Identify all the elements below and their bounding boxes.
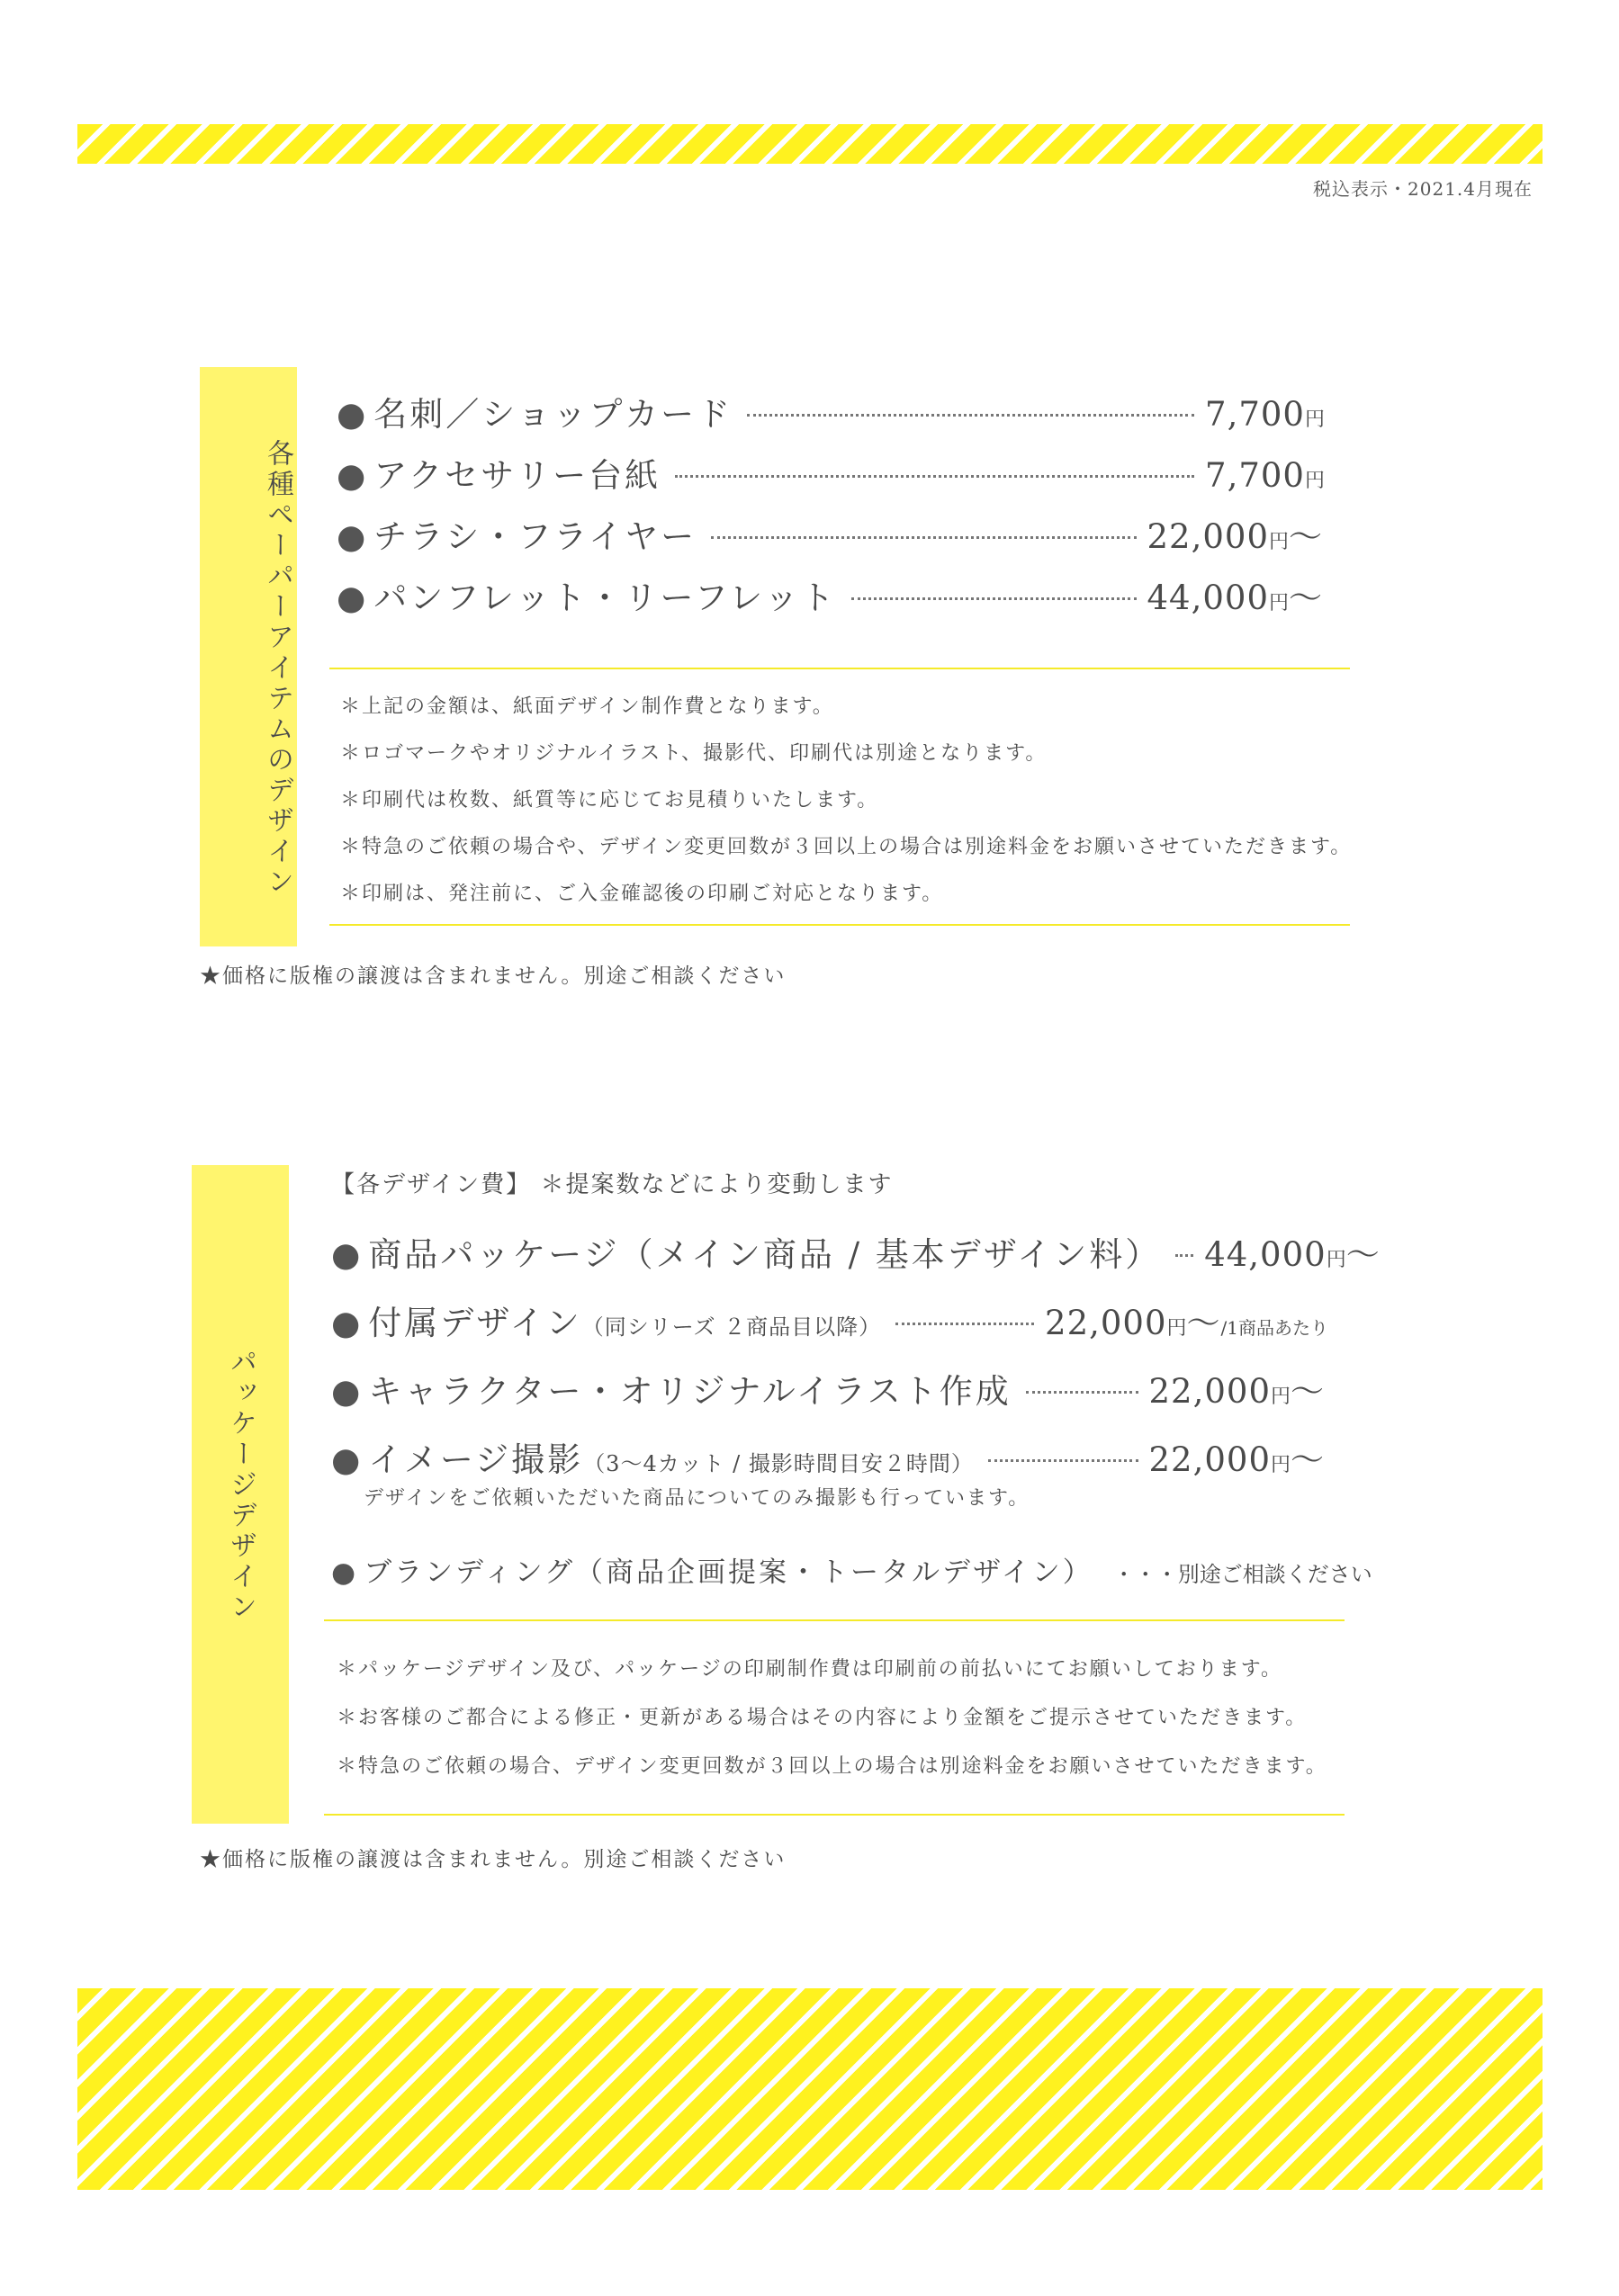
item-name: キャラクター・オリジナルイラスト作成 (368, 1372, 1012, 1411)
price-unit: 円 (1270, 1454, 1291, 1476)
item-name: パンフレット・リーフレット (373, 578, 837, 617)
price-unit: 円 (1268, 531, 1289, 553)
note-line: ＊ロゴマークやオリジナルイラスト、撮影代、印刷代は別途となります。 (340, 742, 1048, 765)
bullet-icon: ● (331, 1440, 364, 1479)
price-tail: /1商品あたり (1220, 1317, 1328, 1339)
bullet-icon: ● (331, 1304, 364, 1342)
price-suffix: 〜 (1291, 1440, 1325, 1479)
item-name: 商品パッケージ（メイン商品 / 基本デザイン料） (368, 1235, 1162, 1274)
branding-row (331, 1549, 1372, 1590)
bullet-icon: ● (331, 1556, 359, 1589)
divider (324, 1619, 1345, 1621)
note-line: ＊印刷は、発注前に、ご入金確認後の印刷ご対応となります。 (340, 883, 944, 905)
divider (329, 924, 1350, 926)
leader-dots (711, 536, 1136, 539)
leader-dots (851, 597, 1137, 600)
note-line: ＊上記の金額は、紙面デザイン制作費となります。 (340, 695, 834, 718)
item-name: 付属デザイン (368, 1304, 582, 1342)
section-label-package (192, 1165, 289, 1824)
item-price: 7,700 (1205, 456, 1305, 495)
price-row (337, 448, 1325, 497)
price-unit: 円 (1166, 1317, 1187, 1340)
item-price: 22,000 (1147, 517, 1269, 556)
price-row (331, 1432, 1325, 1481)
item-subtext: （3〜4カット / 撮影時間目安２時間） (583, 1451, 974, 1476)
price-unit: 円 (1268, 592, 1289, 614)
leader-dots (675, 475, 1194, 478)
leader-dots (747, 414, 1194, 417)
bullet-icon: ● (337, 517, 369, 556)
price-unit: 円 (1304, 408, 1325, 431)
item-price: 22,000 (1045, 1304, 1167, 1342)
price-suffix: 〜 (1291, 1372, 1325, 1411)
note-line: ＊特急のご依頼の場合や、デザイン変更回数が３回以上の場合は別途料金をお願いさせていただきます。 (340, 836, 1353, 858)
photo-note: デザインをご依頼いただいた商品についてのみ撮影も行っています。 (364, 1487, 1030, 1510)
item-name: チラシ・フライヤー (373, 517, 697, 556)
leader-dots (988, 1459, 1138, 1462)
note-line: ＊パッケージデザイン及び、パッケージの印刷制作費は印刷前の前払いにてお願いしております。 (337, 1658, 1282, 1681)
section-label-paper-text: 各種ペーパーアイテムのデザイン (262, 439, 293, 898)
price-row (331, 1364, 1325, 1413)
item-name: アクセサリー台紙 (373, 456, 661, 495)
bullet-icon: ● (331, 1235, 364, 1274)
bullet-icon: ● (337, 456, 369, 495)
branding-price-text: ・・・別途ご相談ください (1112, 1562, 1372, 1587)
item-price: 7,700 (1205, 395, 1305, 434)
price-unit: 円 (1326, 1249, 1346, 1271)
leader-dots (1026, 1391, 1138, 1394)
item-price: 22,000 (1148, 1372, 1271, 1411)
branding-name: ブランディング（商品企画提案・トータルデザイン） (364, 1556, 1093, 1589)
price-row (331, 1227, 1381, 1276)
price-suffix: 〜 (1289, 517, 1323, 556)
note-line: ＊印刷代は枚数、紙質等に応じてお見積りいたします。 (340, 789, 879, 812)
bullet-icon: ● (337, 395, 369, 434)
price-suffix: 〜 (1186, 1304, 1221, 1342)
section-label-package-text: パッケージデザイン (225, 1348, 256, 1623)
price-row (331, 1296, 1328, 1344)
note-line: ＊お客様のご都合による修正・更新がある場合はその内容により金額をご提示させていただきます。 (337, 1707, 1308, 1729)
divider (329, 668, 1350, 669)
copyright-note: ★価格に版権の譲渡は含まれません。別途ご相談ください (200, 1848, 787, 1871)
leader-dots (895, 1323, 1034, 1325)
item-name: 名刺／ショップカード (373, 395, 733, 434)
bullet-icon: ● (331, 1372, 364, 1411)
item-subtext: （同シリーズ ２商品目以降） (581, 1314, 882, 1340)
copyright-note: ★価格に版権の譲渡は含まれません。別途ご相談ください (200, 964, 787, 988)
price-unit: 円 (1304, 470, 1325, 492)
item-name: イメージ撮影 (368, 1440, 584, 1479)
price-suffix: 〜 (1345, 1235, 1381, 1274)
price-row (337, 570, 1323, 619)
divider (324, 1814, 1345, 1816)
section-label-paper (200, 367, 297, 946)
item-price: 22,000 (1148, 1440, 1271, 1479)
price-row (337, 387, 1325, 435)
price-suffix: 〜 (1289, 578, 1323, 617)
bottom-stripe-band (77, 1988, 1543, 2190)
package-heading: 【各デザイン費】 ＊提案数などにより変動します (331, 1171, 894, 1198)
tax-note: 税込表示・2021.4月現在 (1313, 178, 1533, 200)
item-price: 44,000 (1204, 1235, 1327, 1274)
bullet-icon: ● (337, 578, 369, 617)
item-price: 44,000 (1147, 578, 1269, 617)
leader-dots (1175, 1254, 1193, 1257)
note-line: ＊特急のご依頼の場合、デザイン変更回数が３回以上の場合は別途料金をお願いさせていただきます。 (337, 1755, 1327, 1778)
price-row (337, 509, 1323, 558)
price-unit: 円 (1270, 1386, 1291, 1408)
top-stripe-band (77, 124, 1543, 164)
